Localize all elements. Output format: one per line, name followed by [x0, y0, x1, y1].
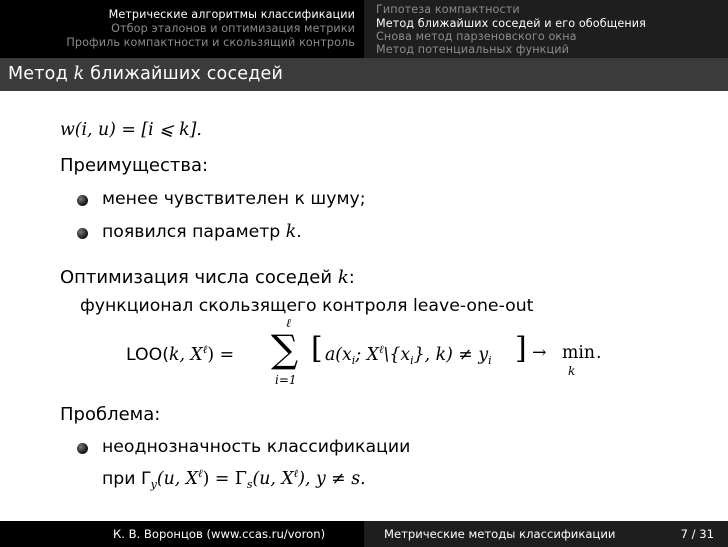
sum-sign: ∑ — [271, 327, 299, 371]
right-bracket: ] — [515, 331, 527, 366]
advantages-heading: Преимущества: — [60, 155, 209, 176]
optimization-heading: Оптимизация числа соседей k: — [60, 267, 355, 288]
footer — [0, 521, 728, 547]
sum-lower-limit: i=1 — [275, 373, 297, 387]
problem-ambiguity: неоднозначность классификации — [102, 437, 411, 457]
min-subscript: k — [568, 364, 576, 378]
nav-subsection-compactness[interactable]: Гипотеза компактности — [376, 3, 520, 16]
formula-lhs: LOO(k, $X^\ell$) = — [126, 343, 235, 365]
weight-formula: w(i, u) = [i ⩽ k]. — [60, 120, 202, 140]
section-nav — [0, 0, 364, 58]
formula-end: . — [596, 343, 602, 363]
nav-subsection-parzen[interactable]: Снова метод парзеновского окна — [376, 30, 577, 43]
footer-page-number: 7 / 31 — [680, 527, 714, 541]
nav-subsection-potential[interactable]: Метод потенциальных функций — [376, 43, 569, 56]
footer-author: К. В. Воронцов (www.ccas.ru/voron) — [113, 527, 326, 541]
loo-formula — [126, 316, 626, 396]
arrow-symbol: → — [532, 343, 547, 363]
bullet-icon — [77, 195, 88, 206]
loo-description: функционал скользящего контроля leave-one-out — [80, 296, 534, 316]
problem-heading: Проблема: — [60, 404, 161, 425]
problem-condition: при $\Gamma_y(u$, $X^\ell) = \Gamma_s(u$, $X^\ell$), y ≠ s. — [102, 467, 366, 492]
min-operator: min — [562, 343, 596, 363]
bullet-icon — [77, 228, 88, 239]
advantage-item-noise: менее чувствителен к шуму; — [102, 189, 366, 209]
frame-title: Метод k ближайших соседей — [8, 64, 284, 84]
nav-section-prototype-selection[interactable]: Отбор эталонов и оптимизация метрики — [111, 22, 355, 35]
footer-course-title: Метрические методы классификации — [384, 527, 616, 541]
left-bracket: [ — [311, 331, 323, 366]
sum-upper-limit: ℓ — [286, 316, 291, 330]
formula-body: $a(x_i$; $X^\ell\backslash\{x_i\}$, $k) \ne y_i$ — [325, 343, 492, 368]
nav-subsection-knn[interactable]: Метод ближайших соседей и его обобщения — [376, 17, 646, 30]
nav-section-metric-algorithms[interactable]: Метрические алгоритмы классификации — [108, 8, 355, 21]
slide-content — [0, 91, 728, 521]
advantage-item-parameter: появился параметр k. — [102, 222, 302, 242]
header-navigation — [0, 0, 728, 58]
subsection-nav — [364, 0, 728, 58]
bullet-icon — [77, 443, 88, 454]
nav-section-compactness-profile[interactable]: Профиль компактности и скользящий контроль — [66, 36, 355, 49]
frame-title-bar — [0, 58, 728, 91]
